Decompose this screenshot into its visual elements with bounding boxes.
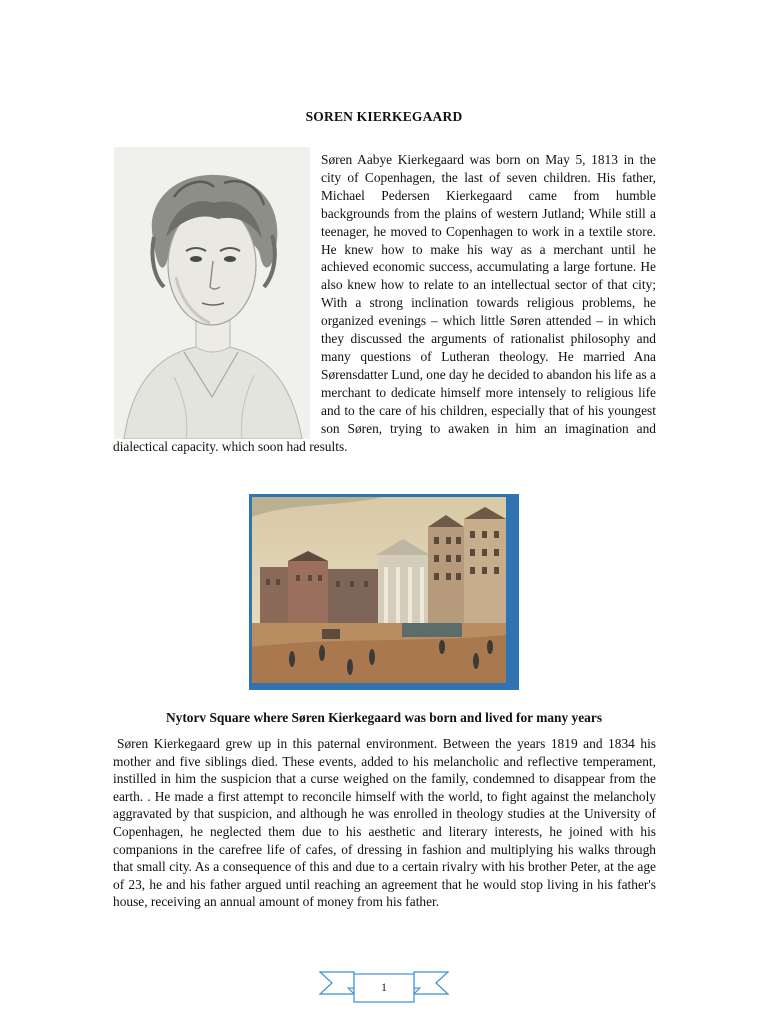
- biography-paragraph: Søren Kierkegaard grew up in this paternal environment. Between the years 1819 and 1834 his mother and five siblings died. These events, added to his melancholic and reflective temperament, instilled in him the suspicion that a curse weighed on the family, condemned to disappear from the earth. . He made a first attempt to reconcile himself with the world, to fight against the melancholy aggravated by that suspicion, and although he was enrolled in theology studies at the University of Copenhagen, he neglected them due to his aesthetic and literary interests, he joined with his companions in the carefree life of cafes, of dressing in fashion and multiplying his walks through that small city. As a consequence of this and due to a certain rivalry with his brother Peter, at the age of 23, he and his father argued until reaching an agreement that he would stop living in his father's house, receiving an annual amount of money from his father.: [113, 736, 656, 910]
- page-number: 1: [381, 980, 387, 994]
- intro-paragraph-text: Søren Aabye Kierkegaard was born on May 5, 1813 in the city of Copenhagen, the last of seven children. His father, Michael Pedersen Kierkegaard came from humble backgrounds from the plains of western Jutland; While still a teenager, he moved to Copenhagen to work in a textile store. He knew how to make his way as a merchant until he achieved economic success, accumulating a large fortune. He also knew how to relate to an intellectual sector of that city; With a strong inclination towards religious problems, he organized evenings – which little Søren attended – in which they discussed the arguments of rationalist philosophy and many questions of Lutheran theology. He married Ana Sørensdatter Lund, one day he decided to abandon his life as a merchant to dedicate himself more intensely to religious life and to the care of his children, especially that of his youngest son Søren, trying to awaken in him an imagination and dialectical capacity. which soon had results.: [113, 152, 656, 454]
- painting-caption: Nytorv Square where Søren Kierkegaard was born and lived for many years: [165, 710, 603, 725]
- portrait-float-space: [113, 151, 321, 437]
- nytorv-square-painting-drawing: [252, 497, 506, 683]
- page-title: SOREN KIERKEGAARD: [305, 109, 463, 124]
- page-number-banner: [318, 966, 450, 1012]
- nytorv-square-painting: [249, 494, 519, 690]
- intro-paragraph: [113, 151, 656, 455]
